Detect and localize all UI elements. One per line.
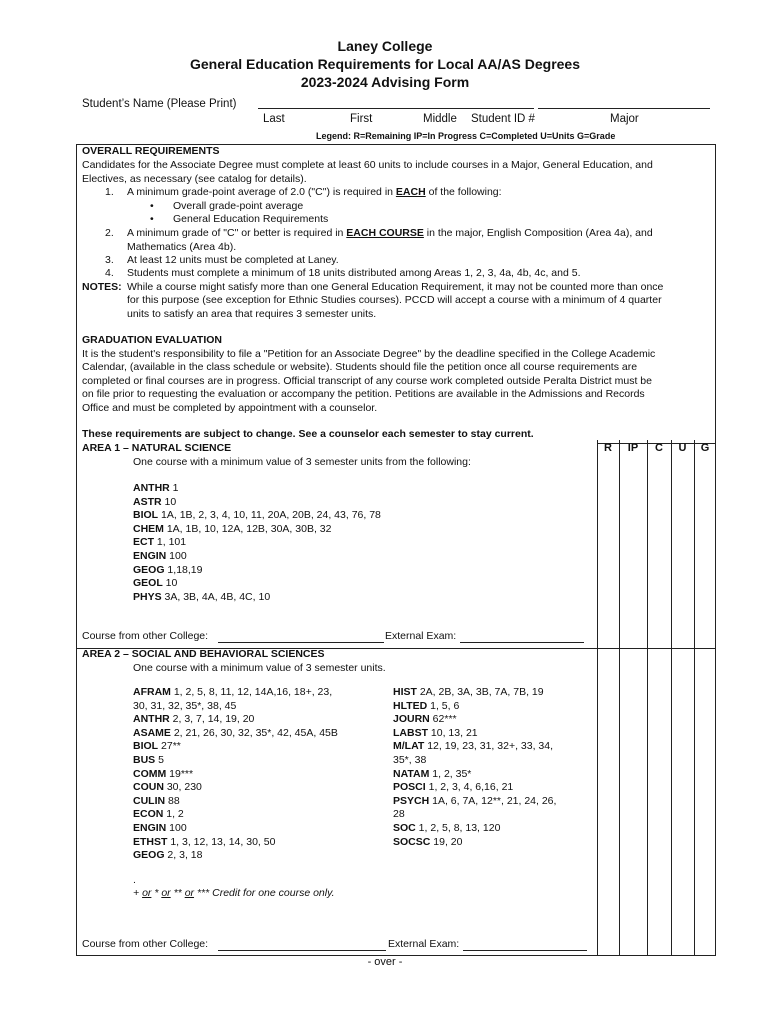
name-field[interactable] [258, 96, 534, 109]
col-header-g: G [700, 442, 710, 454]
course-row [133, 523, 381, 537]
col-header-ip: IP [627, 442, 639, 454]
course-row [393, 836, 556, 850]
course-code: HLTED [393, 699, 428, 712]
course-numbers: 28 [393, 808, 405, 821]
course-numbers: 10, 13, 21 [428, 726, 478, 739]
course-code: GEOG [133, 849, 165, 862]
notes-label: NOTES: [82, 281, 122, 293]
course-numbers: 1A, 1B, 2, 3, 4, 10, 11, 20A, 20B, 24, 43, 76, 78 [158, 509, 381, 522]
course-code: ENGIN [133, 549, 167, 562]
course-code: M/LAT [393, 740, 425, 753]
item-2: A minimum grade of "C" or better is required in EACH COURSE in the major, English Composition (Area 4a), and [127, 227, 653, 239]
course-row [393, 768, 556, 782]
col-line [671, 440, 672, 955]
course-row [393, 727, 556, 741]
course-row [133, 768, 338, 782]
course-numbers: 1A, 6, 7A, 12**, 21, 24, 26, [429, 794, 557, 807]
notes-3: units to satisfy an area that requires 3 semester units. [127, 308, 377, 320]
course-row [133, 700, 338, 714]
course-row [133, 496, 381, 510]
course-code: BIOL [133, 509, 159, 522]
course-numbers: 30, 230 [163, 781, 202, 794]
course-numbers: 62*** [429, 713, 457, 726]
col-line [597, 440, 598, 955]
course-row [133, 754, 338, 768]
area1-external-exam-label: External Exam: [385, 630, 457, 642]
bullet-icon: • [150, 200, 154, 212]
course-code: COMM [133, 767, 167, 780]
middle-label: Middle [423, 113, 457, 125]
overall-intro-2: Electives, as necessary (see catalog for details). [82, 173, 307, 185]
area2-other-college-label: Course from other College: [82, 938, 209, 950]
last-label: Last [263, 113, 285, 125]
course-row [133, 795, 338, 809]
course-row [133, 591, 381, 605]
course-numbers: 88 [165, 794, 180, 807]
item-1: A minimum grade-point average of 2.0 ("C") is required in EACH of the following: [127, 186, 502, 198]
course-row [133, 564, 381, 578]
course-row [393, 795, 556, 809]
course-row [393, 781, 556, 795]
course-row [393, 740, 556, 754]
col-line [619, 440, 620, 955]
course-code: PSYCH [393, 794, 430, 807]
course-row [393, 808, 556, 822]
course-row [133, 836, 338, 850]
area1-subheading: One course with a minimum value of 3 semester units from the following: [133, 456, 471, 468]
college-name: Laney College [337, 38, 433, 54]
area1-course-list [133, 482, 381, 604]
course-code: ENGIN [133, 821, 167, 834]
course-row [393, 713, 556, 727]
course-numbers: 27** [158, 740, 181, 753]
course-code: COUN [133, 781, 164, 794]
course-numbers: 2A, 2B, 3A, 3B, 7A, 7B, 19 [416, 686, 544, 698]
item-number: 3. [105, 254, 114, 266]
course-code: HIST [393, 686, 417, 698]
course-numbers: 1 [169, 482, 179, 494]
graduation-line: completed or final courses are in progress. Official transcript of any course work completed outside Peralta District must be [82, 375, 652, 387]
course-numbers: 2, 21, 26, 30, 32, 35*, 42, 45A, 45B [170, 726, 338, 739]
course-numbers: 1, 3, 12, 13, 14, 30, 50 [167, 835, 276, 848]
area1-other-college-field[interactable] [218, 630, 384, 643]
course-code: ECT [133, 536, 154, 549]
course-numbers: 1A, 1B, 10, 12A, 12B, 30A, 30B, 32 [163, 522, 332, 535]
item-number: 2. [105, 227, 114, 239]
course-numbers: 3A, 3B, 4A, 4B, 4C, 10 [161, 590, 271, 603]
col-header-u: U [678, 442, 687, 454]
graduation-line: It is the student's responsibility to file a "Petition for an Associate Degree" by the deadline specified in the College Academic [82, 348, 656, 360]
course-numbers: 2, 3, 7, 14, 19, 20 [169, 713, 255, 726]
course-row [133, 822, 338, 836]
course-numbers: 5 [155, 753, 164, 766]
course-code: AFRAM [133, 686, 171, 698]
course-numbers: 10 [162, 577, 178, 590]
course-numbers: 10 [161, 495, 177, 508]
major-field[interactable] [538, 96, 710, 109]
course-numbers: 35*, 38 [393, 753, 427, 766]
notes-1: While a course might satisfy more than one General Education Requirement, it may not be counted more than once [127, 281, 664, 293]
course-numbers: 1,18,19 [164, 563, 203, 576]
course-numbers: 12, 19, 23, 31, 32+, 33, 34, [424, 740, 554, 753]
course-numbers: 1, 101 [154, 536, 187, 549]
course-numbers: 2, 3, 18 [164, 849, 203, 862]
course-numbers: 30, 31, 32, 35*, 38, 45 [133, 699, 237, 712]
course-row [133, 727, 338, 741]
course-code: ETHST [133, 835, 168, 848]
course-code: NATAM [393, 767, 430, 780]
area2-external-exam-field[interactable] [463, 938, 587, 951]
notes-2: for this purpose (see exception for Ethnic Studies courses). PCCD will accept a course with a minimum of 4 quarter [127, 294, 662, 306]
course-row [133, 808, 338, 822]
course-code: BUS [133, 753, 156, 766]
bullet-icon: • [150, 213, 154, 225]
page-footer: - over - [367, 956, 403, 968]
area2-dot: . [133, 874, 136, 886]
course-row [133, 781, 338, 795]
course-code: JOURN [393, 713, 430, 726]
graduation-heading: GRADUATION EVALUATION [82, 334, 222, 346]
course-code: POSCI [393, 781, 426, 794]
area2-other-college-field[interactable] [218, 938, 386, 951]
area2-course-list-left [133, 686, 338, 863]
course-row [133, 482, 381, 496]
course-code: ECON [133, 808, 164, 821]
area2-heading: AREA 2 – SOCIAL AND BEHAVIORAL SCIENCES [82, 648, 325, 660]
course-code: PHYS [133, 590, 162, 603]
overall-intro-1: Candidates for the Associate Degree must complete at least 60 units to include courses in a Major, General Education, and [82, 159, 653, 171]
col-line [694, 440, 695, 955]
course-code: CHEM [133, 522, 164, 535]
overall-heading: OVERALL REQUIREMENTS [82, 145, 220, 157]
form-year: 2023-2024 Advising Form [300, 74, 470, 90]
legend: Legend: R=Remaining IP=In Progress C=Completed U=Units G=Grade [316, 131, 616, 141]
course-code: GEOL [133, 577, 163, 590]
course-code: SOCSC [393, 835, 431, 848]
course-row [133, 536, 381, 550]
course-row [133, 550, 381, 564]
course-code: ASAME [133, 726, 171, 739]
item-number: 1. [105, 186, 114, 198]
course-row [133, 740, 338, 754]
course-numbers: 1, 2, 5, 8, 11, 12, 14A,16, 18+, 23, [170, 686, 333, 698]
graduation-line: Office and must be completed by appointment with a counselor. [82, 402, 378, 414]
item-number: 4. [105, 267, 114, 279]
course-row [133, 509, 381, 523]
area1-other-college-label: Course from other College: [82, 630, 209, 642]
first-label: First [350, 113, 373, 125]
item-4: Students must complete a minimum of 18 units distributed among Areas 1, 2, 3, 4a, 4b, 4c, and 5. [127, 267, 581, 279]
area2-subheading: One course with a minimum value of 3 semester units. [133, 662, 386, 674]
student-name-label: Student’s Name (Please Print) [82, 98, 237, 110]
course-row [133, 577, 381, 591]
bullet-2: General Education Requirements [173, 213, 329, 225]
area2-footnote: + or * or ** or *** Credit for one course only. [133, 887, 335, 899]
col-line [647, 440, 648, 955]
course-row [133, 713, 338, 727]
course-code: GEOG [133, 563, 165, 576]
course-code: LABST [393, 726, 428, 739]
course-row [393, 822, 556, 836]
course-numbers: 100 [166, 821, 187, 834]
major-label: Major [610, 113, 639, 125]
bullet-1: Overall grade-point average [173, 200, 304, 212]
course-row [133, 686, 338, 700]
course-numbers: 100 [166, 549, 187, 562]
course-numbers: 1, 5, 6 [427, 699, 460, 712]
course-numbers: 1, 2, 5, 8, 13, 120 [415, 821, 501, 834]
course-row [393, 686, 556, 700]
course-numbers: 19*** [166, 767, 194, 780]
course-code: CULIN [133, 794, 166, 807]
change-notice: These requirements are subject to change. See a counselor each semester to stay current. [82, 428, 534, 440]
course-code: ANTHR [133, 482, 170, 494]
graduation-line: Calendar, (available in the class schedule or website). Students should file the petition once all course requirements are [82, 361, 638, 373]
course-row [133, 849, 338, 863]
course-code: BIOL [133, 740, 159, 753]
course-row [393, 754, 556, 768]
col-header-r: R [604, 442, 612, 454]
item-2-cont: Mathematics (Area 4b). [127, 241, 237, 253]
course-numbers: 1, 2 [163, 808, 184, 821]
item-3: At least 12 units must be completed at Laney. [127, 254, 339, 266]
course-row [393, 700, 556, 714]
area2-external-exam-label: External Exam: [388, 938, 460, 950]
course-numbers: 1, 2, 3, 4, 6,16, 21 [425, 781, 514, 794]
col-header-c: C [655, 442, 663, 454]
student-id-label: Student ID # [471, 113, 535, 125]
form-title: General Education Requirements for Local AA/AS Degrees [189, 56, 581, 72]
course-code: ANTHR [133, 713, 170, 726]
area2-course-list-right [393, 686, 556, 849]
graduation-line: on file prior to requesting the evaluation or accompany the petition. Petitions are available in the Admissions and Records [82, 388, 645, 400]
course-code: ASTR [133, 495, 162, 508]
area1-external-exam-field[interactable] [460, 630, 584, 643]
course-code: SOC [393, 821, 416, 834]
course-numbers: 1, 2, 35* [429, 767, 472, 780]
area1-heading: AREA 1 – NATURAL SCIENCE [82, 442, 232, 454]
course-numbers: 19, 20 [430, 835, 463, 848]
